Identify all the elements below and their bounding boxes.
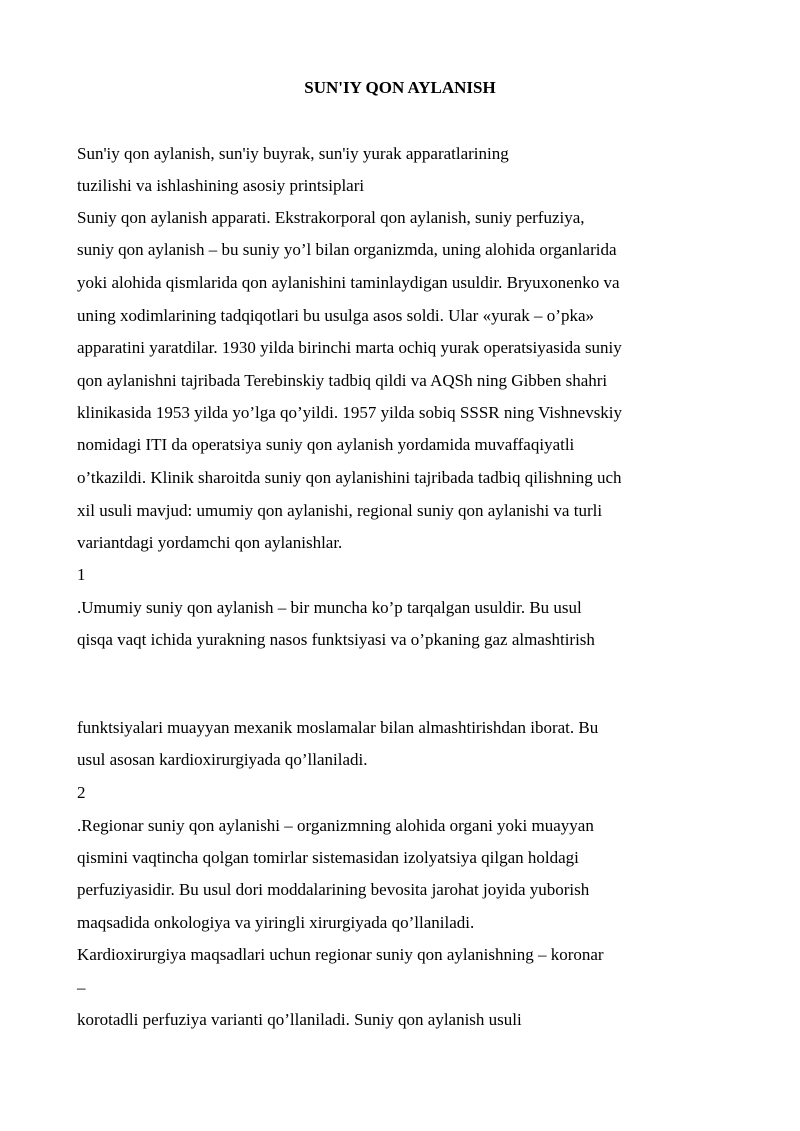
text-line: – xyxy=(77,978,86,997)
text-line: qisqa vaqt ichida yurakning nasos funktsiyasi va o’pkaning gaz almashtirish xyxy=(77,630,595,649)
text-line: tuzilishi va ishlashining asosiy printsiplari xyxy=(77,176,365,195)
text-line: o’tkazildi. Klinik sharoitda suniy qon aylanishini tajribada tadbiq qilishning uch xyxy=(77,468,622,487)
text-line: funktsiyalari muayyan mexanik moslamalar bilan almashtirishdan iborat. Bu xyxy=(77,718,599,737)
text-line: yoki alohida qismlarida qon aylanishini taminlaydigan usuldir. Bryuxonenko va xyxy=(77,273,620,292)
text-line: .Regionar suniy qon aylanishi – organizmning alohida organi yoki muayyan xyxy=(77,816,594,835)
text-line: korotadli perfuziya varianti qo’llaniladi. Suniy qon aylanish usuli xyxy=(77,1010,522,1029)
text-line: nomidagi ITI da operatsiya suniy qon aylanish yordamida muvaffaqiyatli xyxy=(77,435,575,454)
text-line: usul asosan kardioxirurgiyada qo’llaniladi. xyxy=(77,750,368,769)
list-number: 1 xyxy=(77,565,86,584)
text-line: apparatini yaratdilar. 1930 yilda birinchi marta ochiq yurak operatsiyasida suniy xyxy=(77,338,622,357)
text-line: maqsadida onkologiya va yiringli xirurgiyada qo’llaniladi. xyxy=(77,913,475,932)
list-number: 2 xyxy=(77,783,86,802)
page-title: SUN'IY QON AYLANISH xyxy=(304,78,496,97)
text-line: qismini vaqtincha qolgan tomirlar sistemasidan izolyatsiya qilgan holdagi xyxy=(77,848,579,867)
text-line: uning xodimlarining tadqiqotlari bu usulga asos soldi. Ular «yurak – o’pka» xyxy=(77,306,595,325)
text-line: variantdagi yordamchi qon aylanishlar. xyxy=(77,533,343,552)
text-line: Sun'iy qon aylanish, sun'iy buyrak, sun'iy yurak apparatlarining xyxy=(77,144,509,163)
text-line: xil usuli mavjud: umumiy qon aylanishi, regional suniy qon aylanishi va turli xyxy=(77,501,603,520)
text-line: klinikasida 1953 yilda yo’lga qo’yildi. 1957 yilda sobiq SSSR ning Vishnevskiy xyxy=(77,403,623,422)
text-line: suniy qon aylanish – bu suniy yo’l bilan organizmda, uning alohida organlarida xyxy=(77,240,617,259)
text-line: qon aylanishni tajribada Terebinskiy tadbiq qildi va AQSh ning Gibben shahri xyxy=(77,371,608,390)
text-line: Suniy qon aylanish apparati. Ekstrakorporal qon aylanish, suniy perfuziya, xyxy=(77,208,585,227)
text-line: .Umumiy suniy qon aylanish – bir muncha ko’p tarqalgan usuldir. Bu usul xyxy=(77,598,582,617)
text-line: Kardioxirurgiya maqsadlari uchun regionar suniy qon aylanishning – koronar xyxy=(77,945,604,964)
text-line: perfuziyasidir. Bu usul dori moddalarining bevosita jarohat joyida yuborish xyxy=(77,880,590,899)
